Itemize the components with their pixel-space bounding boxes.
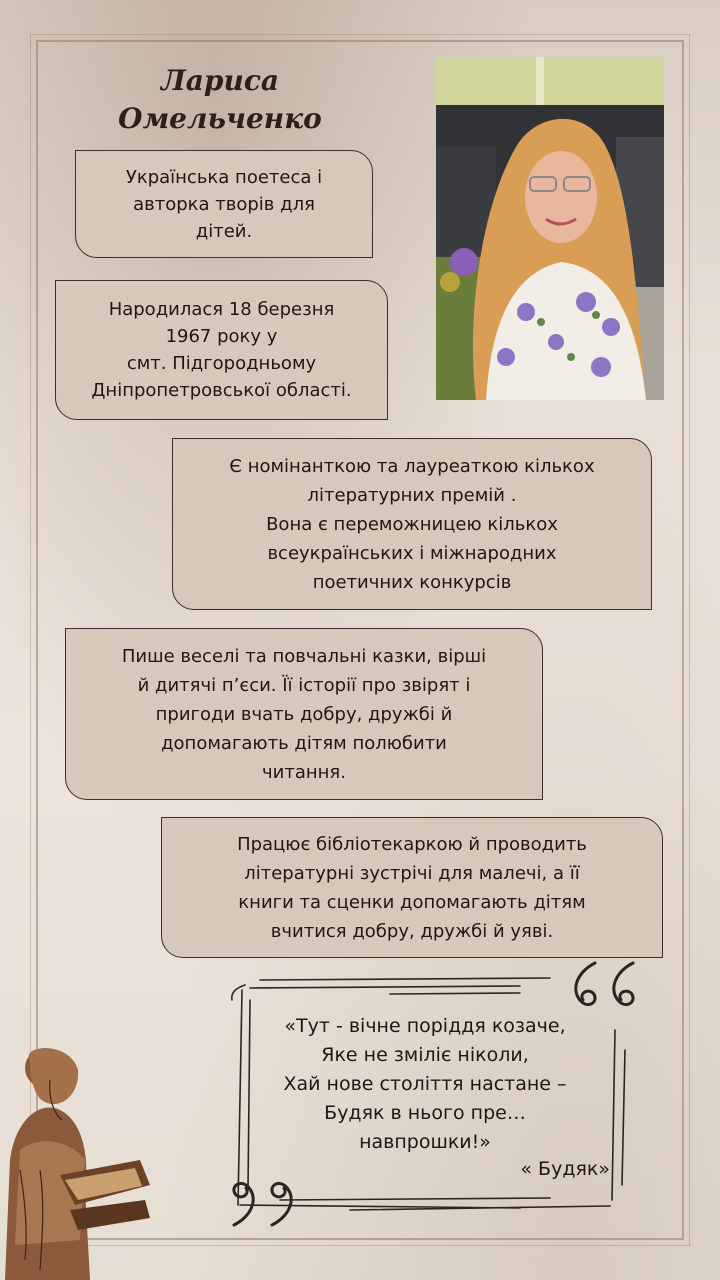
page-title bbox=[110, 62, 330, 138]
close-quote-icon bbox=[222, 1170, 302, 1230]
info-box-text: Українська поетеса і авторка творів для дітей. bbox=[125, 166, 323, 242]
portrait-photo bbox=[436, 57, 664, 400]
open-quote-icon bbox=[565, 958, 645, 1018]
girl-reading-illustration bbox=[0, 1040, 160, 1280]
quote-author: « Будяк» bbox=[520, 1158, 610, 1180]
info-box-text: Пише веселі та повчальні казки, вірші й дитячі п’єси. Її історії про звірят і пригоди вчать добру, дружбі й допомагають дітям полюбити читання. bbox=[121, 645, 487, 783]
portrait-illustration bbox=[436, 57, 664, 400]
info-box-librarian bbox=[161, 817, 663, 958]
info-box-text: Народилася 18 березня 1967 року у смт. Підгородньому Дніпропетровської області. bbox=[91, 299, 352, 401]
info-box-text: Працює бібліотекаркою й проводить літературні зустрічі для малечі, а її книги та сценки допомагають дітям вчитися добру, дружбі й уяві. bbox=[237, 833, 587, 942]
title-last-name: Омельченко bbox=[118, 102, 322, 135]
title-first-name: Лариса bbox=[160, 64, 280, 97]
info-box-awards bbox=[172, 438, 652, 610]
info-box-birth bbox=[55, 280, 388, 420]
info-box-text: Є номінанткою та лауреаткою кількох літературних премій . Вона є переможницею кількох всеукраїнських і міжнародних поетичних конкурсів bbox=[229, 455, 595, 593]
quote-text: «Тут - вічне поріддя козаче, Яке не зміліє ніколи, Хай нове століття настане – Будяк в нього пре… навпрошки!» bbox=[283, 1015, 567, 1153]
info-box-works bbox=[65, 628, 543, 800]
info-box-profession bbox=[75, 150, 373, 258]
